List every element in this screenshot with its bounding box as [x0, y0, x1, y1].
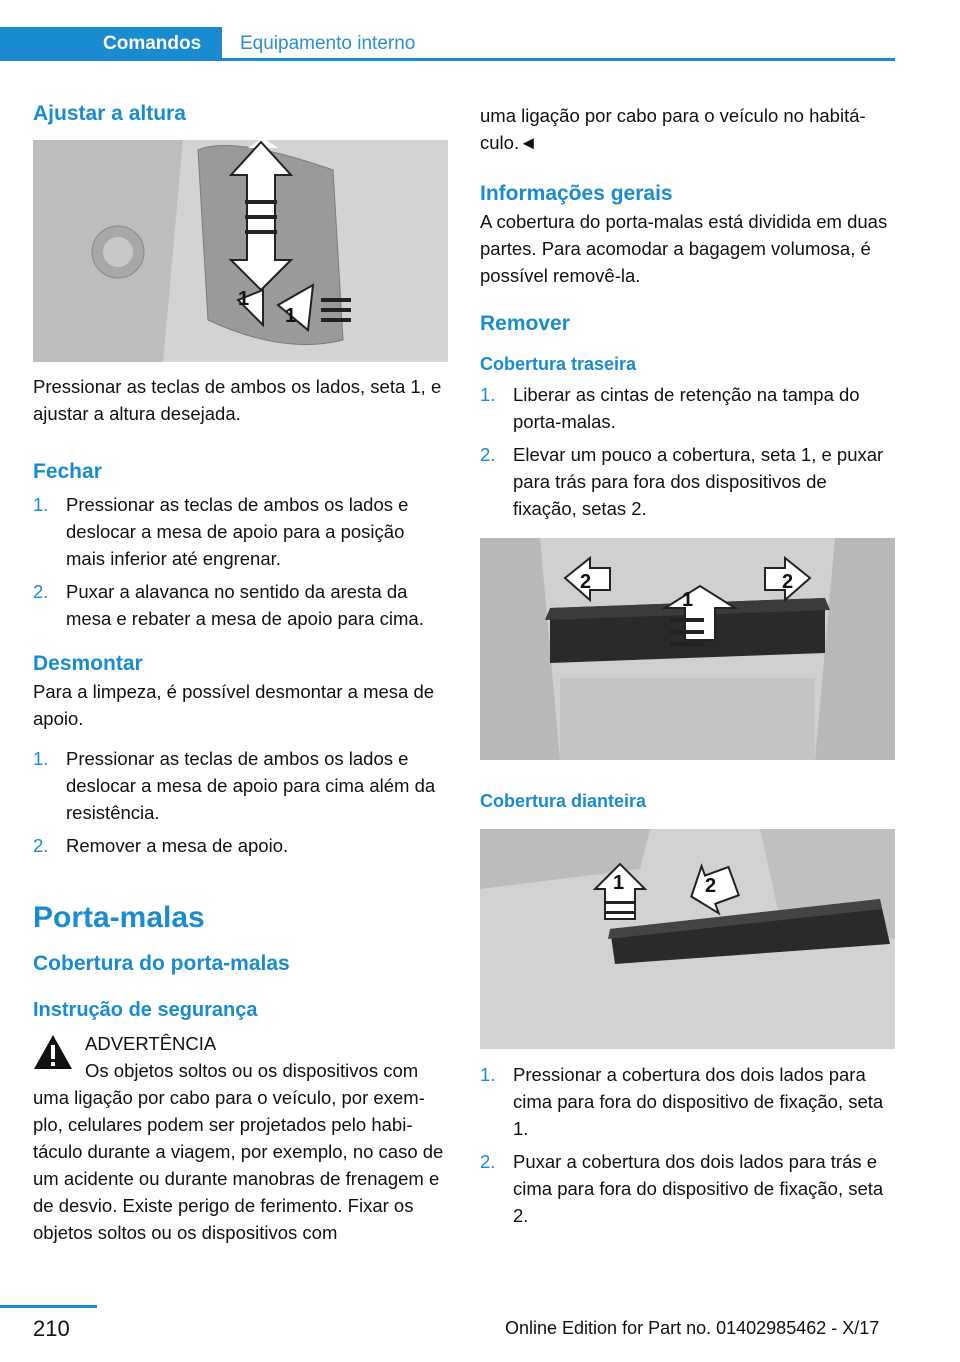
tab-comandos[interactable]: Comandos [0, 27, 222, 61]
figure-rear-cover [480, 538, 895, 760]
list-item-text: Liberar as cintas de retenção na tampa do porta-malas. [513, 384, 860, 432]
list-number: 2. [33, 581, 49, 602]
page-number: 210 [33, 1316, 70, 1341]
figure-rear-cover-drawing [480, 538, 895, 760]
tab-equipamento-interno[interactable]: Equipamento interno [240, 33, 416, 54]
list-item-text: Puxar a alavanca no sentido da aresta da mesa e rebater a mesa de apoio para cima. [66, 581, 424, 629]
list-number: 2. [480, 444, 496, 465]
list-traseira [480, 381, 895, 522]
list-number: 1. [33, 494, 49, 515]
list-fechar [33, 491, 448, 632]
heading-cobertura: Cobertura do porta-malas [33, 952, 290, 975]
list-number: 1. [480, 384, 496, 405]
list-item-text: Pressionar as teclas de ambos os lados e deslocar a mesa de apoio para a posição mais inferior até engrenar. [66, 494, 409, 569]
heading-cobertura-dianteira: Cobertura dianteira [480, 791, 647, 811]
warning-triangle-icon [33, 1034, 73, 1070]
right-column [480, 102, 895, 1235]
list-item [33, 491, 448, 572]
fig1-label-1a: 1 [238, 288, 250, 310]
heading-instrucao: Instrução de segurança [33, 999, 258, 1021]
list-item-text: Elevar um pouco a cobertura, seta 1, e puxar para trás para fora dos dispositivos de fixação, setas 2. [513, 444, 884, 519]
paragraph-continuation: uma ligação por cabo para o veículo no habitáculo.◄ [480, 105, 866, 153]
left-column [33, 102, 448, 1246]
warning-block [33, 1030, 448, 1246]
paragraph-desmontar: Para a limpeza, é possível desmontar a mesa de apoio. [33, 681, 435, 729]
paragraph-ajustar: Pressionar as teclas de ambos os lados, seta 1, e ajustar a altura desejada. [33, 376, 442, 424]
header-tabs [0, 27, 895, 61]
list-number: 2. [480, 1151, 496, 1172]
heading-informacoes: Informações gerais [480, 182, 673, 205]
figure-table-height [33, 140, 448, 362]
figure-table-height-drawing [33, 140, 448, 362]
list-item [480, 1061, 895, 1142]
heading-remover: Remover [480, 312, 570, 335]
warning-title: ADVERTÊNCIA [85, 1033, 217, 1054]
list-number: 2. [33, 835, 49, 856]
header-rule [222, 58, 895, 61]
fig2-label-2b: 2 [782, 571, 794, 593]
figure-front-cover-drawing [480, 829, 895, 1049]
heading-fechar: Fechar [33, 460, 102, 483]
list-item-text: Puxar a cobertura dos dois lados para trás e cima para fora do dispositivo de fixação, seta 2. [513, 1151, 884, 1226]
list-desmontar [33, 745, 448, 859]
list-item-text: Pressionar as teclas de ambos os lados e deslocar a mesa de apoio para cima além da resistência. [66, 748, 436, 823]
fig2-label-1: 1 [682, 589, 694, 611]
paragraph-informacoes: A cobertura do porta-malas está dividida em duas partes. Para acomodar a bagagem volumosa, é possível removê-la. [480, 211, 888, 286]
list-item [480, 381, 895, 435]
list-dianteira [480, 1061, 895, 1229]
fig1-label-1b: 1 [285, 305, 297, 327]
list-item [480, 1148, 895, 1229]
list-item [33, 832, 448, 859]
fig2-label-2a: 2 [580, 571, 592, 593]
list-item-text: Pressionar a cobertura dos dois lados para cima para fora do dispositivo de fixação, seta 1. [513, 1064, 884, 1139]
fig3-label-2: 2 [705, 875, 717, 897]
edition-note: Online Edition for Part no. 01402985462 - X/17 [505, 1318, 880, 1338]
warning-text: Os objetos soltos ou os dispositivos com uma ligação por cabo para o veículo, por exemplo, celulares podem ser projetados pelo habitáculo durante a viagem, por exemplo, no caso de um acidente ou durante manobras de frenagem e de desvio. Existe perigo de ferimento. Fixar os objetos soltos ou os dispositivos com [33, 1060, 444, 1243]
list-number: 1. [33, 748, 49, 769]
heading-cobertura-traseira: Cobertura traseira [480, 354, 637, 374]
list-item [480, 441, 895, 522]
list-item [33, 745, 448, 826]
heading-ajustar: Ajustar a altura [33, 102, 186, 125]
heading-desmontar: Desmontar [33, 652, 143, 675]
fig3-label-1: 1 [613, 872, 625, 894]
figure-front-cover [480, 829, 895, 1049]
list-number: 1. [480, 1064, 496, 1085]
list-item-text: Remover a mesa de apoio. [66, 835, 289, 856]
footer-rule [0, 1305, 97, 1308]
heading-porta-malas: Porta-malas [33, 901, 205, 934]
list-item [33, 578, 448, 632]
